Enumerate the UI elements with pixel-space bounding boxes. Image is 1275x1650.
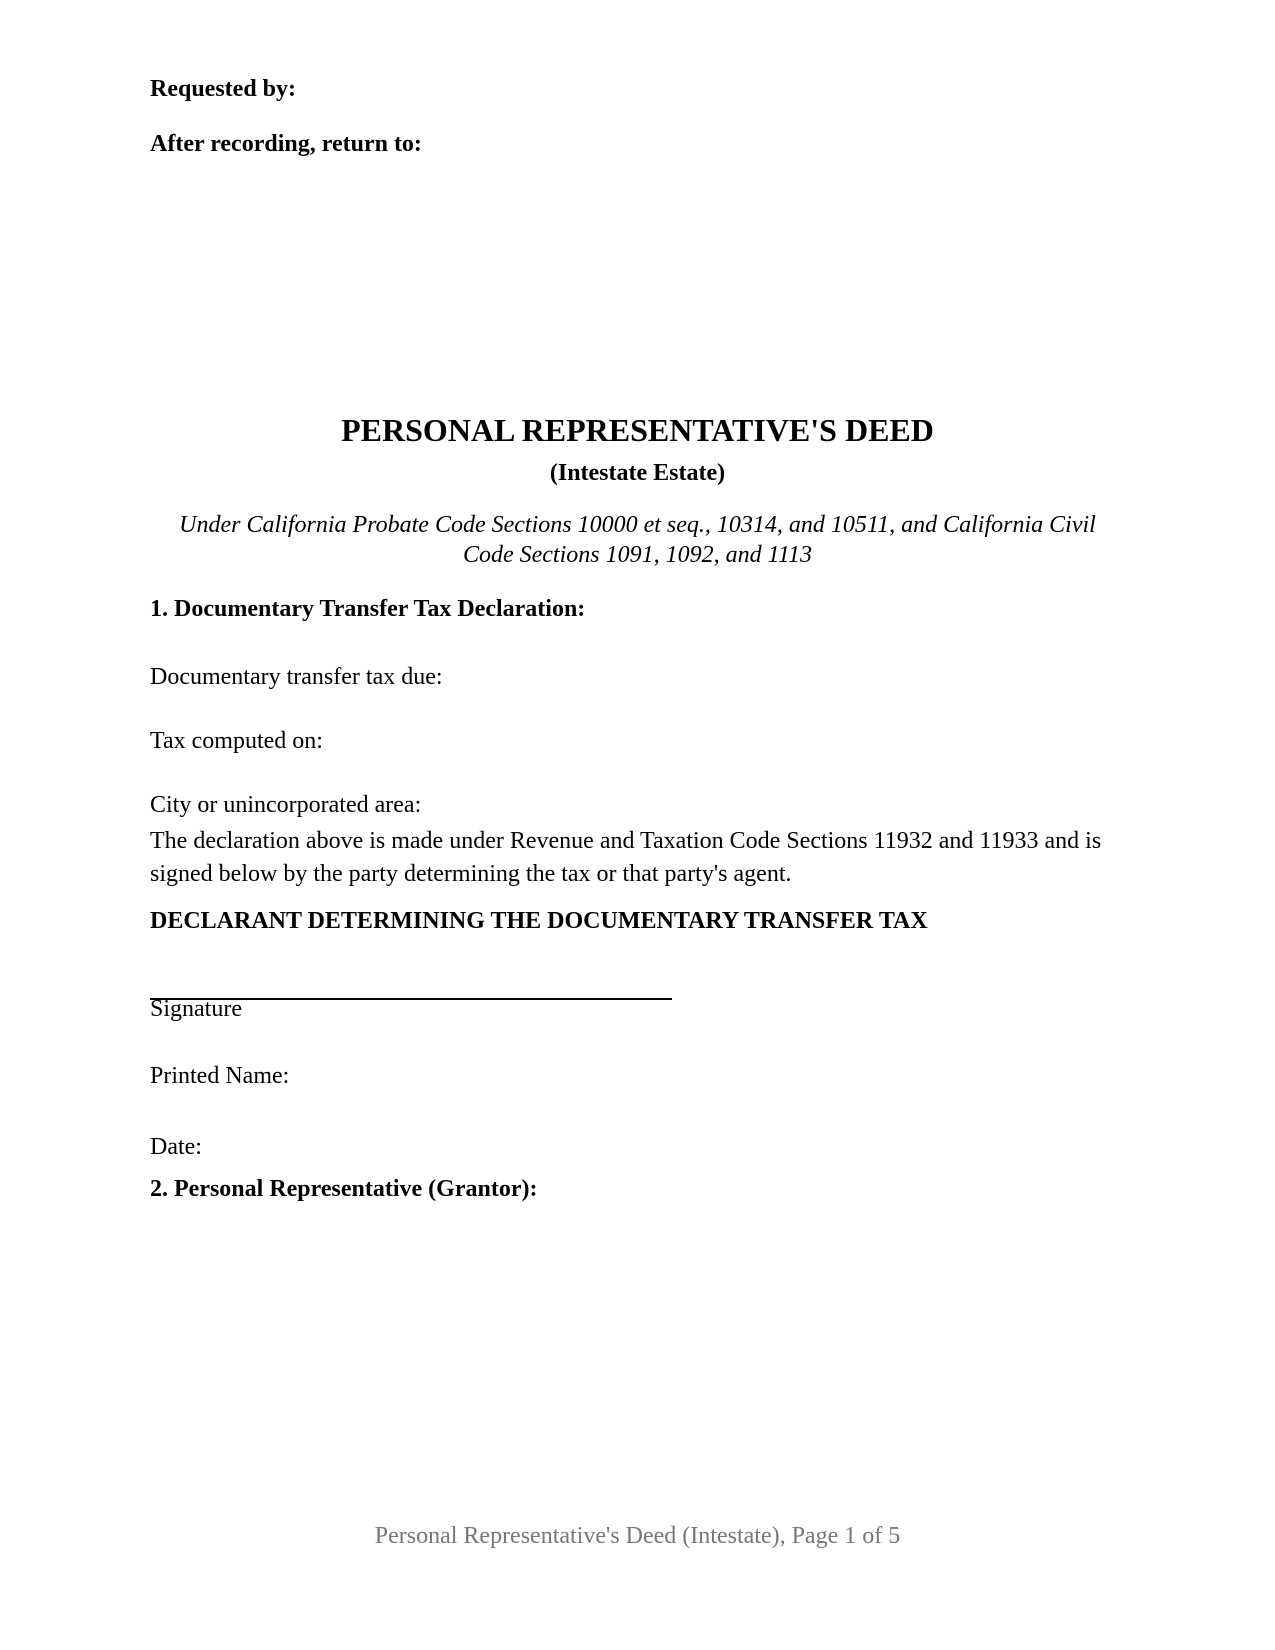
date-label: Date: [150, 1134, 202, 1160]
document-subtitle: (Intestate Estate) [549, 460, 726, 486]
statutory-authority-line-2: Code Sections 1091, 1092, and 1113 [462, 542, 813, 568]
document-title: PERSONAL REPRESENTATIVE'S DEED [341, 412, 934, 448]
tax-computed-on-label: Tax computed on: [150, 728, 323, 754]
section-1-heading: 1. Documentary Transfer Tax Declaration: [150, 596, 586, 622]
printed-name-label: Printed Name: [150, 1063, 290, 1089]
declaration-text: The declaration above is made under Revenue and Taxation Code Sections 11932 and 11933 and is signed below by the party determining the tax or that party's agent. [150, 828, 1102, 887]
tax-due-label: Documentary transfer tax due: [150, 664, 443, 690]
statutory-authority [150, 510, 1125, 570]
page-footer: Personal Representative's Deed (Intestate), Page 1 of 5 [374, 1523, 901, 1549]
section-2-heading: 2. Personal Representative (Grantor): [150, 1176, 538, 1202]
city-area-label: City or unincorporated area: [150, 792, 422, 818]
return-to-label: After recording, return to: [150, 131, 422, 157]
statutory-authority-line-1: Under California Probate Code Sections 10000 et seq., 10314, and 10511, and California Civil [179, 512, 1096, 538]
requested-by-label: Requested by: [150, 76, 297, 102]
declarant-heading: DECLARANT DETERMINING THE DOCUMENTARY TRANSFER TAX [150, 908, 928, 934]
signature-label: Signature [150, 996, 242, 1022]
